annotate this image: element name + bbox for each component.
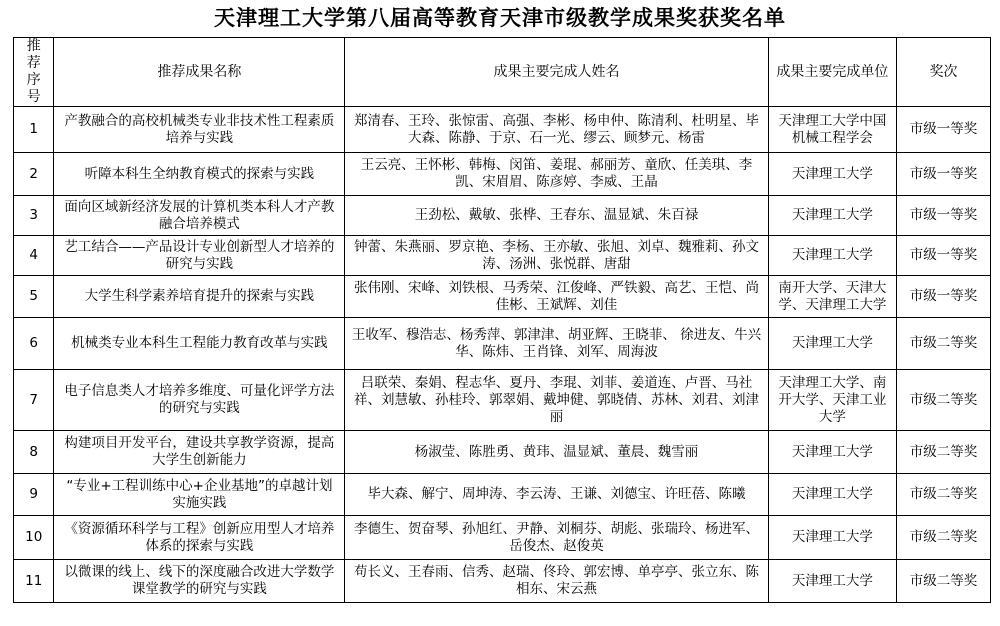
header-name: 推荐成果名称 <box>54 38 345 107</box>
cell-name: “专业+工程训练中心+企业基地”的卓越计划实施实践 <box>54 474 345 516</box>
cell-award: 市级二等奖 <box>897 431 991 474</box>
cell-people: 钟蕾、朱燕丽、罗京艳、李杨、王亦敏、张旭、刘卓、魏雅莉、孙文涛、汤洲、张悦群、唐甜 <box>345 236 768 276</box>
header-unit: 成果主要完成单位 <box>768 38 896 107</box>
cell-no: 4 <box>14 236 54 276</box>
cell-people: 毕大森、解宁、周坤涛、李云涛、王谦、刘德宝、许旺蓓、陈曦 <box>345 474 768 516</box>
cell-unit: 天津理工大学中国机械工程学会 <box>768 107 896 153</box>
cell-no: 6 <box>14 318 54 370</box>
cell-award: 市级二等奖 <box>897 516 991 560</box>
cell-unit: 天津理工大学 <box>768 318 896 370</box>
cell-unit: 天津理工大学 <box>768 474 896 516</box>
cell-people: 王收军、穆浩志、杨秀萍、郭津津、胡亚辉、王晓菲、 徐进友、牛兴华、陈炜、王肖锋、刘军、周海波 <box>345 318 768 370</box>
table-row <box>14 431 991 474</box>
cell-unit: 天津理工大学 <box>768 196 896 236</box>
cell-name: 电子信息类人才培养多维度、可量化评学方法的研究与实践 <box>54 370 345 431</box>
cell-name: 构建项目开发平台，建设共享教学资源，提高大学生创新能力 <box>54 431 345 474</box>
cell-name: 听障本科生全纳教育模式的探索与实践 <box>54 153 345 196</box>
table-row <box>14 153 991 196</box>
cell-people: 王劲松、戴敏、张桦、王春东、温显斌、朱百禄 <box>345 196 768 236</box>
table-row <box>14 107 991 153</box>
header-no: 推荐序号 <box>14 38 54 107</box>
header-people: 成果主要完成人姓名 <box>345 38 768 107</box>
cell-unit: 天津理工大学 <box>768 236 896 276</box>
cell-name: 机械类专业本科生工程能力教育改革与实践 <box>54 318 345 370</box>
cell-name: 大学生科学素养培育提升的探索与实践 <box>54 276 345 318</box>
cell-award: 市级二等奖 <box>897 370 991 431</box>
cell-no: 5 <box>14 276 54 318</box>
document-title: 天津理工大学第八届高等教育天津市级教学成果奖获奖名单 <box>214 6 786 30</box>
cell-name: 艺工结合——产品设计专业创新型人才培养的研究与实践 <box>54 236 345 276</box>
cell-unit: 天津理工大学 <box>768 153 896 196</box>
cell-no: 8 <box>14 431 54 474</box>
cell-no: 3 <box>14 196 54 236</box>
table-row <box>14 560 991 603</box>
cell-no: 7 <box>14 370 54 431</box>
cell-name: 《资源循环科学与工程》创新应用型人才培养体系的探索与实践 <box>54 516 345 560</box>
cell-unit: 天津理工大学 <box>768 560 896 603</box>
cell-name: 面向区域新经济发展的计算机类本科人才产教融合培养模式 <box>54 196 345 236</box>
cell-unit: 天津理工大学 <box>768 431 896 474</box>
cell-people: 张伟刚、宋峰、刘铁根、马秀荣、江俊峰、严铁毅、高艺、王恺、尚佳彬、王斌辉、刘佳 <box>345 276 768 318</box>
cell-people: 郑清春、王玲、张惊雷、高强、李彬、杨申仲、陈清利、杜明星、毕大森、陈静、于京、石一光、缪云、顾梦元、杨雷 <box>345 107 768 153</box>
table-row <box>14 196 991 236</box>
cell-award: 市级二等奖 <box>897 474 991 516</box>
cell-unit: 天津理工大学、南开大学、天津工业大学 <box>768 370 896 431</box>
cell-unit: 南开大学、天津大学、天津理工大学 <box>768 276 896 318</box>
table-row <box>14 516 991 560</box>
cell-no: 1 <box>14 107 54 153</box>
cell-unit: 天津理工大学 <box>768 516 896 560</box>
table-row <box>14 276 991 318</box>
cell-people: 吕联荣、秦娟、程志华、夏丹、李琨、刘菲、姜道连、卢晋、马社祥、刘慧敏、孙桂玲、郭翠娟、戴坤健、郭晓倩、苏林、刘君、刘津丽 <box>345 370 768 431</box>
cell-award: 市级二等奖 <box>897 318 991 370</box>
cell-no: 2 <box>14 153 54 196</box>
cell-award: 市级二等奖 <box>897 560 991 603</box>
cell-award: 市级一等奖 <box>897 107 991 153</box>
cell-people: 杨淑莹、陈胜勇、黄玮、温显斌、董晨、魏雪丽 <box>345 431 768 474</box>
award-table <box>13 37 991 603</box>
cell-award: 市级一等奖 <box>897 153 991 196</box>
table-row <box>14 370 991 431</box>
cell-award: 市级一等奖 <box>897 236 991 276</box>
cell-no: 10 <box>14 516 54 560</box>
cell-name: 以微课的线上、线下的深度融合改进大学数学课堂教学的研究与实践 <box>54 560 345 603</box>
cell-people: 苟长义、王春雨、信秀、赵瑞、佟玲、郭宏博、单亭亭、张立东、陈相东、宋云燕 <box>345 560 768 603</box>
cell-award: 市级一等奖 <box>897 276 991 318</box>
table-row <box>14 236 991 276</box>
table-row <box>14 474 991 516</box>
cell-no: 11 <box>14 560 54 603</box>
cell-people: 李德生、贺奋琴、孙旭红、尹静、刘桐芬、胡彪、张瑞玲、杨进军、岳俊杰、赵俊英 <box>345 516 768 560</box>
cell-award: 市级一等奖 <box>897 196 991 236</box>
cell-no: 9 <box>14 474 54 516</box>
table-row <box>14 318 991 370</box>
header-award: 奖次 <box>897 38 991 107</box>
table-header-row <box>14 38 991 107</box>
cell-people: 王云亮、王怀彬、韩梅、闵笛、姜琨、郝丽芳、童欣、任美琪、李凯、宋眉眉、陈彦婷、李威、王晶 <box>345 153 768 196</box>
cell-name: 产教融合的高校机械类专业非技术性工程素质培养与实践 <box>54 107 345 153</box>
